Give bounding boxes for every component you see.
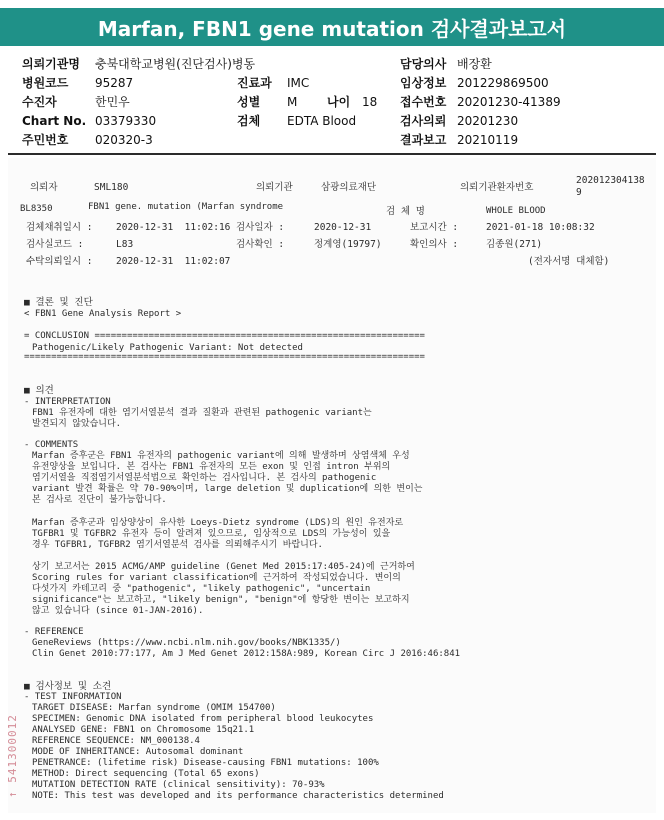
test-date-value: 2020-12-31 [314,222,372,233]
report-date-label: 결과보고 [400,133,447,147]
resident-no-value: 020320-3 [95,133,153,147]
test-info-line: MODE OF INHERITANCE: Autosomal dominant [32,747,244,757]
section-test-info-title: ■ 검사정보 및 소견 [24,681,112,692]
test-info-line: NOTE: This test was developed and its performance characteristics determined [32,791,444,801]
recipient-value: 한민우 [95,95,130,109]
institution-label: 의뢰기관명 [22,57,80,71]
comment-line: 유전양상을 보입니다. 본 검사는 FBN1 유전자의 모든 exon 및 인접 intron 부위의 [32,462,391,472]
conclusion-header: = CONCLUSION ============================================================= [24,331,425,341]
confirm-doctor-label: 확인의사 : [410,239,459,250]
test-info-line: METHOD: Direct sequencing (Total 65 exons) [32,769,260,779]
header-divider [8,153,656,155]
conclusion-text: Pathogenic/Likely Pathogenic Variant: Not detected [32,343,303,353]
scan-specimen-label: 검 체 명 [386,206,425,217]
comment-line: 않고 있습니다 (since 01-JAN-2016). [32,606,204,616]
hospital-code-label: 병원코드 [22,76,69,90]
org-value: 삼광의료재단 [321,182,377,193]
test-name: FBN1 gene. mutation (Marfan syndrome [88,202,284,212]
resident-no-label: 주민번호 [22,133,69,147]
doctor-label: 담당의사 [400,57,447,71]
recipient-label: 수진자 [22,95,57,109]
chart-no-label: Chart No. [22,114,87,128]
requester-value: SML180 [94,182,129,193]
test-info-header: - TEST INFORMATION [24,692,122,702]
org-label: 의뢰기관 [256,182,293,193]
comment-line: Marfan 증후군과 임상양상이 유사한 Loeys-Dietz syndrome (LDS)의 원인 유전자로 [32,518,404,528]
report-time-value: 2021-01-18 10:08:32 [486,222,595,233]
comment-line: 상기 보고서는 2015 ACMG/AMP guideline (Genet Med 2015:17:405-24)에 근거하여 [32,562,415,572]
interpretation-line: FBN1 유전자에 대한 염기서열분석 결과 질환과 관련된 pathogenic variant는 [32,408,372,418]
comment-line: 다섯가지 카테고리 중 "pathogenic", "likely pathogenic", "uncertain [32,584,371,594]
comment-line: Scoring rules for variant classification에 근거하여 작성되었습니다. 변이의 [32,573,401,583]
reference-header: - REFERENCE [24,627,84,637]
test-date-label: 검사일자 : [236,222,285,233]
test-code: BL8350 [20,204,53,214]
specimen-value: EDTA Blood [287,114,357,128]
collect-value: 2020-12-31 11:02:16 [116,222,231,233]
interpretation-header: - INTERPRETATION [24,397,111,407]
receive-value: 2020-12-31 11:02:07 [116,256,231,267]
chart-no-value: 03379330 [95,114,157,128]
confirm-doctor-value: 김종원(271) [486,239,543,250]
requester-label: 의뢰자 [30,182,58,193]
receive-label: 수탁의뢰일시 : [26,256,93,267]
comment-line: 본 검사로 진단이 불가능합니다. [32,495,167,505]
age-value: 18 [362,95,378,109]
sex-value: M [287,95,298,109]
institution-value: 충북대학교병원(진단검사)병동 [95,57,256,71]
reference-line: Clin Genet 2010:77:177, Am J Med Genet 2012:158A:989, Korean Circ J 2016:46:841 [32,649,461,659]
comment-line: 경우 TGFBR1, TGFBR2 염기서열분석 검사를 의뢰해주시기 바랍니다. [32,540,323,550]
request-date-label: 검사의뢰 [400,114,447,128]
lab-code-label: 검사실코드 : [26,239,84,250]
test-info-line: SPECIMEN: Genomic DNA isolated from peripheral blood leukocytes [32,714,374,724]
scanned-report [8,158,656,813]
clinical-info-label: 임상정보 [400,76,447,90]
patient-no-label: 의뢰기관환자번호 [460,182,534,193]
interpretation-line: 발견되지 않았습니다. [32,419,122,429]
doctor-value: 배장환 [457,57,492,71]
comment-line: variant 발견 확률은 약 70-90%이며, large deletion 및 duplication에 의한 변이는 [32,484,423,494]
section-conclusion-title: ■ 결론 및 진단 [24,297,93,308]
specimen-label: 검체 [237,114,261,128]
comment-line: Marfan 증후군은 FBN1 유전자의 pathogenic variant에 의해 발생하며 상염색체 우성 [32,451,410,461]
patient-no-value: 202012304138 [576,175,645,186]
department-label: 진료과 [237,76,272,90]
receipt-no-label: 접수번호 [400,95,447,109]
test-info-line: ANALYSED GENE: FBN1 on Chromosome 15q21.1 [32,725,255,735]
lab-code-value: L83 [116,239,134,250]
test-info-line: REFERENCE SEQUENCE: NM_000138.4 [32,736,200,746]
request-date-value: 20201230 [457,114,519,128]
report-time-label: 보고시간 : [410,222,459,233]
e-signature-note: (전자서명 대체함) [528,256,610,267]
sex-label: 성별 [237,95,261,109]
confirm-label: 검사확인 : [236,239,285,250]
department-value: IMC [287,76,310,90]
reference-line: GeneReviews (https://www.ncbi.nlm.nih.gov/books/NBK1335/) [32,638,341,648]
report-title: Marfan, FBN1 gene mutation 검사결과보고서 [0,8,664,46]
analysis-report-subtitle: < FBN1 Gene Analysis Report > [24,309,182,319]
test-info-line: MUTATION DETECTION RATE (clinical sensitivity): 70-93% [32,780,325,790]
hospital-code-value: 95287 [95,76,134,90]
patient-no-cont: 9 [576,187,582,198]
test-info-line: TARGET DISEASE: Marfan syndrome (OMIM 154700) [32,703,276,713]
report-date-value: 20210119 [457,133,519,147]
collect-label: 검체채취일시 : [26,222,93,233]
comment-line: TGFBR1 및 TGFBR2 유전자 등이 알려져 있으므로, 임상적으로 LDS의 가능성이 있을 [32,529,391,539]
comments-header: - COMMENTS [24,440,79,450]
receipt-no-value: 20201230-41389 [457,95,561,109]
scan-specimen-value: WHOLE BLOOD [486,206,546,216]
comment-line: 염기서열을 직접염기서열분석법으로 확인하는 검사입니다. 본 검사의 pathogenic [32,473,377,483]
age-label: 나이 [327,95,351,109]
conclusion-rule: ========================================================================== [24,352,425,362]
comment-line: significance"는 보고하고, "likely benign", "benign"에 항당한 변이는 보고하지 [32,595,410,605]
clinical-info-value: 201229869500 [457,76,549,90]
confirm-value: 정계영(19797) [314,239,382,250]
section-opinion-title: ■ 의견 [24,385,54,396]
side-stamp: ↑ 541300012 [6,714,19,798]
test-info-line: PENETRANCE: (lifetime risk) Disease-causing FBN1 mutations: 100% [32,758,379,768]
